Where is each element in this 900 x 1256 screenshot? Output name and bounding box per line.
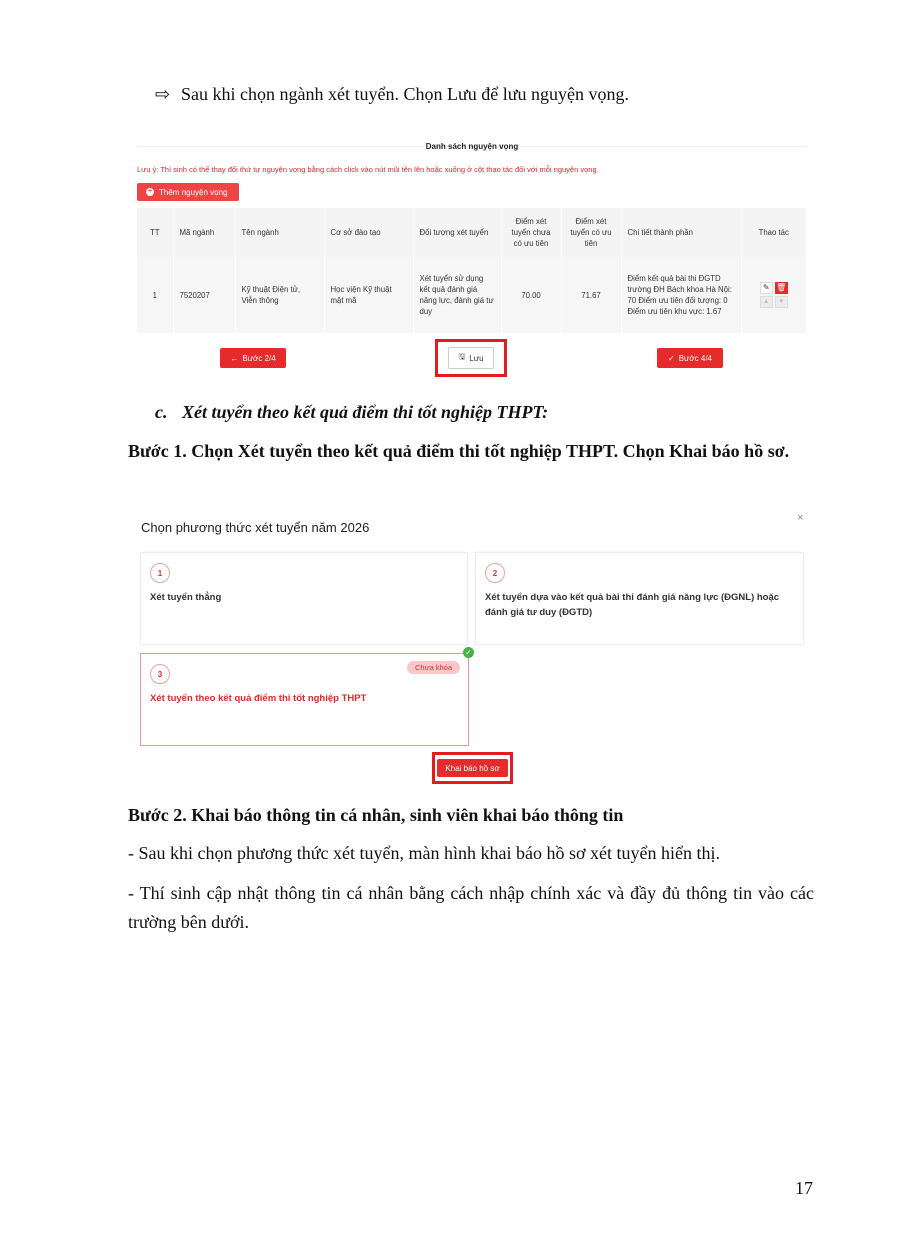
- table-header-row: [137, 208, 807, 257]
- cell-ten-nganh: Kỹ thuật Điện tử, Viễn thông: [235, 257, 324, 333]
- cell-actions: [741, 257, 807, 333]
- cell-ma-nganh: 7520207: [173, 257, 235, 333]
- section-c-letter: c.: [155, 402, 168, 422]
- cell-tt: 1: [137, 257, 173, 333]
- method-number-2: 2: [485, 563, 505, 583]
- header-thao-tac: Thao tác: [741, 208, 807, 257]
- header-diem-co-ut: Điểm xét tuyển có ưu tiên: [561, 208, 621, 257]
- declare-profile-button[interactable]: [437, 759, 508, 777]
- save-label: Lưu: [469, 353, 484, 363]
- table-row: [137, 257, 807, 333]
- paragraph-2: - Thí sinh cập nhật thông tin cá nhân bằng cách nhập chính xác và đầy đủ thông tin vào các trường bên dưới.: [128, 883, 814, 932]
- cell-co-so: Học viện Kỹ thuật mật mã: [324, 257, 413, 333]
- check-icon: ✓: [668, 353, 675, 363]
- delete-icon[interactable]: 🗑: [776, 283, 787, 292]
- method-card-1[interactable]: [140, 552, 468, 645]
- edit-icon[interactable]: ✎: [760, 282, 773, 294]
- header-tt: TT: [137, 208, 173, 257]
- cell-diem-co-ut: 71.67: [561, 257, 621, 333]
- arrow-left-icon: ←: [230, 353, 239, 363]
- check-circle-icon: ✓: [463, 647, 474, 658]
- wish-list-note: Lưu ý: Thí sinh có thể thay đổi thứ tự nguyện vọng bằng cách click vào nút mũi tên lên hoặc xuống ở cột thao tác đối với mỗi nguyện vọng: [137, 165, 597, 174]
- header-chi-tiet: Chi tiết thành phần: [621, 208, 741, 257]
- arrow-down-icon[interactable]: ▼: [775, 296, 788, 308]
- declare-profile-label: Khai báo hồ sơ: [445, 763, 500, 773]
- wish-table: [137, 208, 807, 333]
- next-step-button[interactable]: [657, 348, 723, 368]
- method-label-2: Xét tuyển dựa vào kết quả bài thi đánh giá năng lực (ĐGNL) hoặc đánh giá tư duy (ĐGTD): [485, 592, 780, 618]
- method-picker-title: Chọn phương thức xét tuyển năm 2026: [141, 520, 370, 535]
- intro-text: Sau khi chọn ngành xét tuyển. Chọn Lưu để lưu nguyện vọng.: [181, 84, 629, 104]
- method-number-3: 3: [150, 664, 170, 684]
- method-label-3: Xét tuyển theo kết quả điểm thi tốt nghiệp THPT: [150, 693, 367, 704]
- header-ma-nganh: Mã ngành: [173, 208, 235, 257]
- prev-step-button[interactable]: [220, 348, 286, 368]
- header-doi-tuong: Đối tượng xét tuyển: [413, 208, 501, 257]
- header-co-so: Cơ sở đào tạo: [324, 208, 413, 257]
- prev-step-label: Bước 2/4: [242, 353, 276, 363]
- section-c-text: Xét tuyển theo kết quả điểm thi tốt nghiệp THPT:: [182, 402, 549, 422]
- wish-list-title: Danh sách nguyện vọng: [425, 142, 519, 151]
- method-label-1: Xét tuyển thẳng: [150, 592, 222, 603]
- header-ten-nganh: Tên ngành: [235, 208, 324, 257]
- plus-icon: +: [147, 188, 153, 195]
- section-c-heading: [155, 400, 548, 424]
- next-step-label: Bước 4/4: [678, 353, 712, 363]
- header-diem-chua-ut: Điểm xét tuyển chưa có ưu tiên: [501, 208, 561, 257]
- status-badge: Chưa khóa: [407, 661, 460, 674]
- method-card-3[interactable]: [140, 653, 469, 746]
- method-picker-screenshot: [137, 510, 809, 785]
- cell-chi-tiet: Điểm kết quả bài thi ĐGTD trường ĐH Bách khoa Hà Nội: 70 Điểm ưu tiên đối tượng: 0 Điểm ưu tiên khu vực: 1.67: [621, 257, 741, 333]
- add-wish-label: Thêm nguyện vọng: [159, 187, 228, 197]
- intro-line: [155, 82, 795, 106]
- paragraph-1: - Sau khi chọn phương thức xét tuyển, màn hình khai báo hồ sơ xét tuyển hiển thị.: [128, 843, 720, 863]
- close-icon[interactable]: ×: [797, 512, 804, 524]
- cell-doi-tuong: Xét tuyển sử dụng kết quả đánh giá năng lực, đánh giá tư duy: [413, 257, 501, 333]
- add-wish-button[interactable]: [137, 183, 239, 201]
- step-2-heading: Bước 2. Khai báo thông tin cá nhân, sinh viên khai báo thông tin: [128, 805, 624, 825]
- page-number: 17: [795, 1178, 813, 1198]
- save-button[interactable]: [448, 347, 494, 369]
- method-card-2[interactable]: [475, 552, 804, 645]
- save-icon: 🖫: [458, 352, 466, 361]
- step-1-heading: Bước 1. Chọn Xét tuyển theo kết quả điểm thi tốt nghiệp THPT. Chọn Khai báo hồ sơ.: [128, 441, 790, 461]
- arrow-right-icon: ⇨: [155, 84, 171, 104]
- method-number-1: 1: [150, 563, 170, 583]
- arrow-up-icon[interactable]: ▲: [760, 296, 773, 308]
- cell-diem-chua-ut: 70.00: [501, 257, 561, 333]
